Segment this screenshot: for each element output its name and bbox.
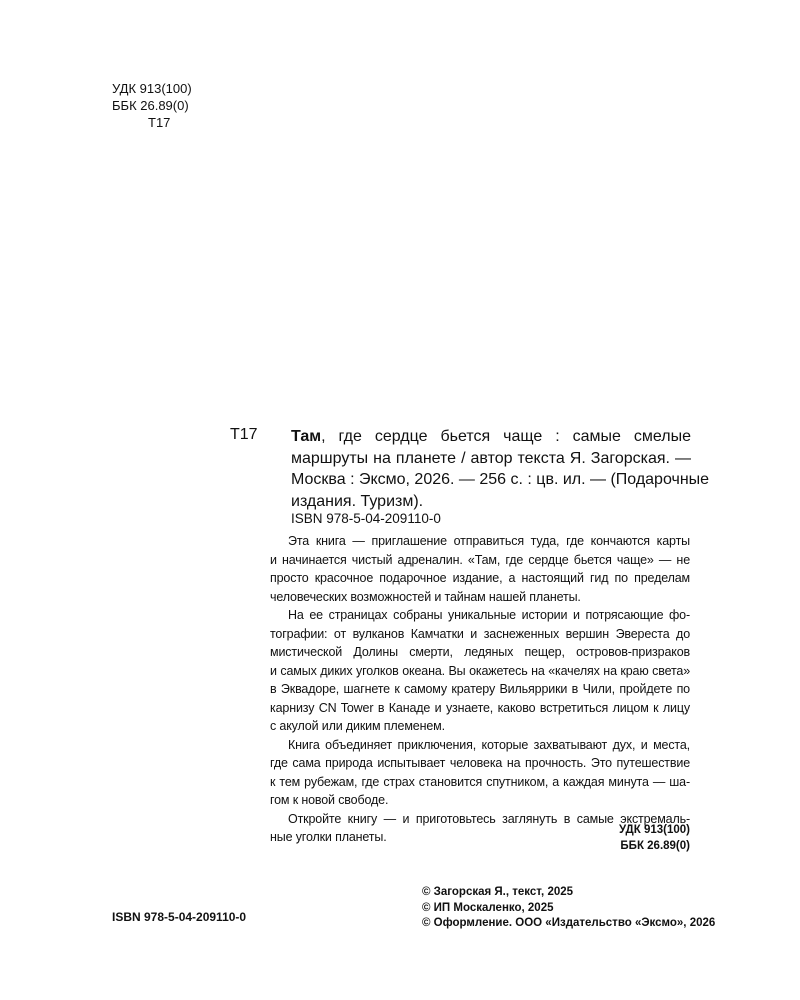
udk-code-bottom: УДК 913(100) bbox=[618, 824, 690, 836]
annotation-line: Откройте книгу — и приготовьтесь заглянуть в самые экстремаль- bbox=[288, 811, 690, 826]
annotation-line: в Эквадоре, шагнете к самому кратеру Вильяррики в Чили, пройдете по bbox=[270, 682, 690, 696]
copyright-block bbox=[422, 885, 715, 932]
annotation-line: просто красочное подарочное издание, а настоящий гид по пределам bbox=[270, 571, 690, 585]
annotation bbox=[270, 532, 690, 847]
annotation-line: мистической Долины смерти, ледяных пещер, островов-призраков bbox=[270, 645, 690, 659]
bibliographic-description bbox=[291, 426, 710, 512]
annotation-line: и самых диких уголков океана. Вы окажетесь на «качелях на краю света» bbox=[270, 663, 690, 678]
annotation-line: Эта книга — приглашение отправиться туда, где кончаются карты bbox=[288, 534, 690, 548]
isbn-main: ISBN 978-5-04-209110-0 bbox=[291, 511, 441, 526]
annotation-line: гом к новой свободе. bbox=[270, 793, 389, 807]
bib-line-4: издания. Туризм). bbox=[291, 492, 424, 510]
annotation-paragraph bbox=[270, 606, 690, 736]
bib-line-3: Москва : Эксмо, 2026. — 256 с. : цв. ил. — (Подарочные bbox=[291, 471, 710, 488]
bbk-code: ББК 26.89(0) bbox=[112, 98, 189, 113]
classification-block bbox=[112, 80, 192, 131]
bib-line-2: маршруты на планете / автор текста Я. Загорская. — bbox=[291, 449, 691, 467]
bib-author-sign: Т17 bbox=[230, 426, 258, 443]
copyright-line: © Загорская Я., текст, 2025 bbox=[422, 886, 574, 898]
bib-line-1: Там, где сердце бьется чаще : самые смелые bbox=[291, 428, 691, 445]
annotation-line: Книга объединяет приключения, которые захватывают дух, и места, bbox=[288, 737, 690, 752]
annotation-line: где сама природа испытывает человека на прочность. Это путешествие bbox=[270, 756, 690, 770]
udk-code: УДК 913(100) bbox=[112, 81, 192, 96]
book-title: Там bbox=[291, 428, 322, 445]
copyright-line: © Оформление. ООО «Издательство «Эксмо», 2026 bbox=[422, 917, 716, 929]
annotation-line: человеческих возможностей и тайнам нашей планеты. bbox=[270, 589, 581, 604]
bbk-code-bottom: ББК 26.89(0) bbox=[620, 840, 690, 852]
annotation-line: На ее страницах собраны уникальные истории и потрясающие фо- bbox=[288, 608, 690, 622]
annotation-line: карнизу CN Tower в Канаде и узнаете, каково встретиться лицом к лицу bbox=[270, 700, 690, 715]
isbn-bottom: ISBN 978-5-04-209110-0 bbox=[112, 910, 247, 924]
copyright-line: © ИП Москаленко, 2025 bbox=[422, 901, 554, 914]
author-sign: Т17 bbox=[148, 115, 171, 130]
annotation-line: ные уголки планеты. bbox=[270, 830, 387, 844]
annotation-line: и начинается чистый адреналин. «Там, где сердце бьется чаще» — не bbox=[270, 552, 690, 567]
codes-bottom bbox=[619, 822, 690, 854]
annotation-line: тографии: от вулканов Камчатки и заснеженных вершин Эвереста до bbox=[270, 626, 690, 641]
annotation-line: с акулой или диким племенем. bbox=[270, 719, 445, 733]
annotation-line: к тем рубежам, где страх становится спутником, а каждая минута — ша- bbox=[270, 774, 690, 789]
annotation-paragraph bbox=[270, 736, 690, 810]
annotation-paragraph bbox=[270, 532, 690, 606]
